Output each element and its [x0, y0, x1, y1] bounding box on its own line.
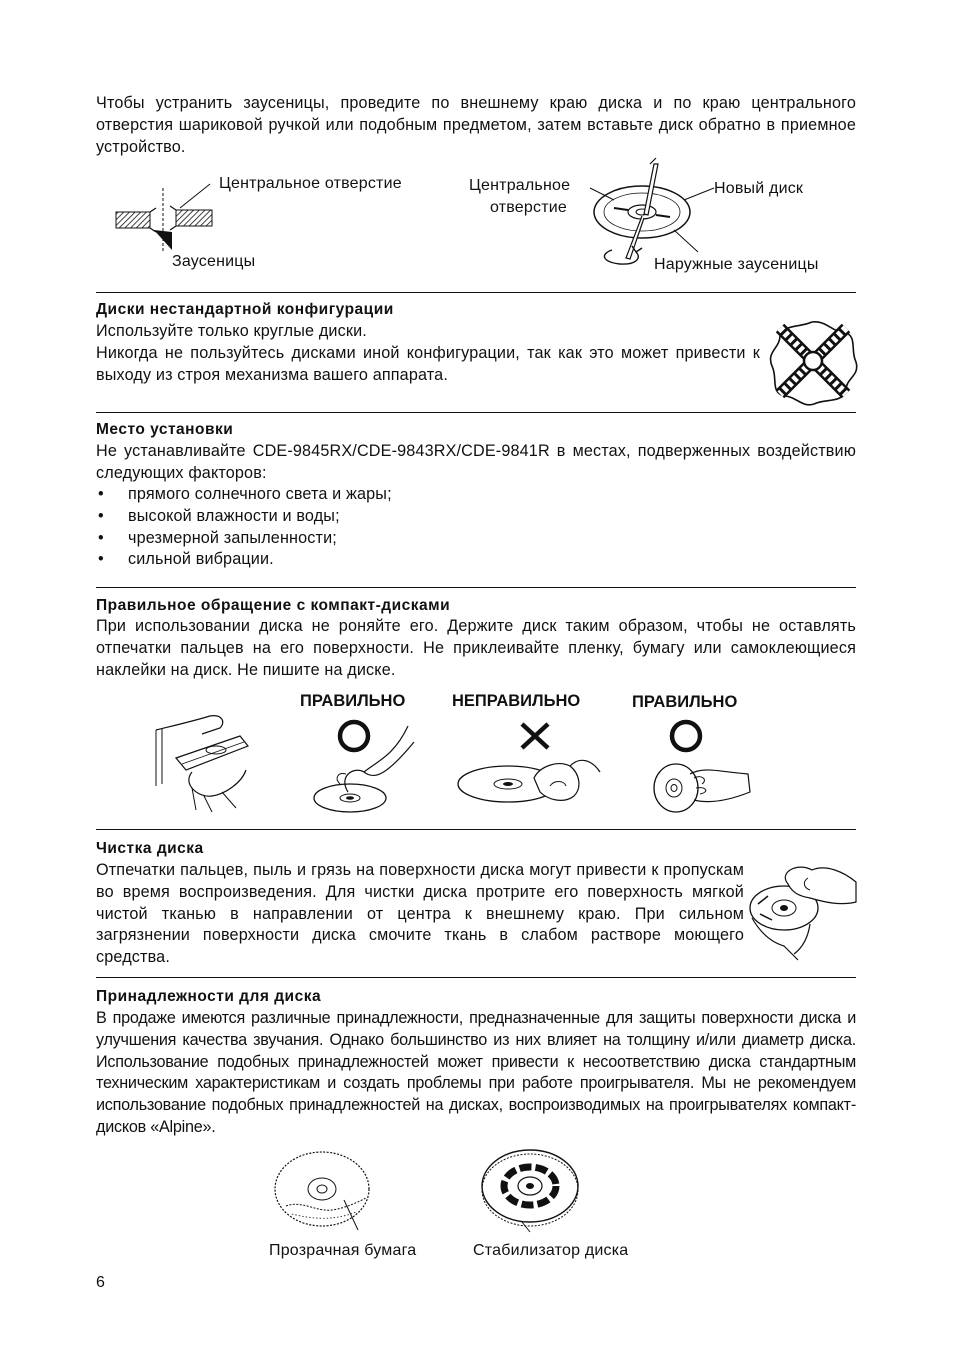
section-divider	[96, 587, 856, 588]
heading-installation-location: Место установки	[96, 421, 234, 438]
heading-disc-cleaning: Чистка диска	[96, 840, 204, 857]
transparent-paper-label: Прозрачная бумага	[269, 1242, 417, 1259]
list-item: • чрезмерной запыленности;	[96, 528, 392, 550]
correct-hold-edges-illustration	[310, 716, 420, 816]
incorrect-touch-surface-illustration	[454, 716, 604, 816]
bullet-symbol: •	[98, 550, 104, 569]
heading-nonstandard-discs: Диски нестандартной конфигурации	[96, 301, 394, 318]
shapes-paragraph: Никогда не пользуйтесь дисками иной конфигурации, так как это может привести к выходу из строя механизма вашего аппарата.	[96, 344, 760, 384]
irregular-disc-prohibited-illustration	[766, 318, 860, 408]
location-bullet-list	[96, 484, 392, 571]
intro-paragraph: Чтобы устранить заусеницы, проведите по внешнему краю диска и по краю центрального отверстия шариковой ручкой или подобным предметом, затем вставьте диск обратно в приемное устройство.	[96, 94, 856, 156]
location-paragraph: Не устанавливайте CDE-9845RX/CDE-9843RX/CDE-9841R в местах, подверженных воздействию следующих факторов:	[96, 442, 856, 482]
new-disc-label: Новый диск	[714, 180, 804, 197]
burrs-label: Заусеницы	[172, 253, 256, 270]
page-number: 6	[96, 1274, 105, 1291]
correct-hold-center-illustration	[650, 716, 760, 816]
disc-stabilizer-label: Стабилизатор диска	[473, 1242, 629, 1259]
bullet-symbol: •	[98, 506, 104, 525]
center-hole-label-line1: Центральное	[469, 177, 571, 194]
list-item: • высокой влажности и воды;	[96, 506, 392, 528]
incorrect-label: НЕПРАВИЛЬНО	[452, 692, 581, 710]
section-divider	[96, 412, 856, 413]
outer-burrs-label: Наружные заусеницы	[654, 256, 819, 273]
section-divider	[96, 292, 856, 293]
bullet-symbol: •	[98, 528, 104, 547]
cleaning-paragraph: Отпечатки пальцев, пыль и грязь на поверхности диска могут привести к пропускам во время воспроизведения. Для чистки диска протрите его поверхность мягкой чистой тканью в направлении от центра к внешнему краю. При сильном загрязнении поверхности диска смочите ткань в слабом растворе моющего средства.	[96, 861, 744, 967]
disc-stabilizer-illustration	[478, 1146, 582, 1232]
disc-cleaning-illustration	[748, 862, 858, 962]
center-hole-label: Центральное отверстие	[219, 175, 402, 192]
shapes-line1: Используйте только круглые диски.	[96, 322, 367, 340]
section-divider	[96, 977, 856, 978]
heading-disc-accessories: Принадлежности для диска	[96, 988, 322, 1005]
accessories-paragraph: В продаже имеются различные принадлежности, предназначенные для защиты поверхности диска и улучшения качества звучания. Однако большинство из них влияет на толщину и/или диаметр диска. Использование подобных принадлежностей может привести к несоответствию диска стандартным техническим характеристикам и создать проблемы при работе проигрывателя. Мы не рекомендуем использование подобных принадлежностей на дисках, воспроизводимых на проигрывателях компакт-дисков «Alpine».	[96, 1009, 856, 1136]
center-hole-label-line2: отверстие	[490, 199, 567, 216]
handling-paragraph: При использовании диска не роняйте его. Держите диск таким образом, чтобы не оставлять отпечатки пальцев на его поверхности. Не приклеивайте пленку, бумагу или самоклеющиеся наклейки на диск. Не пишите на диске.	[96, 617, 856, 679]
bullet-symbol: •	[98, 485, 104, 503]
correct-label: ПРАВИЛЬНО	[632, 693, 738, 711]
transparent-paper-illustration	[272, 1148, 374, 1230]
burr-cross-section-illustration	[110, 180, 220, 260]
heading-cd-handling: Правильное обращение с компакт-дисками	[96, 597, 451, 614]
section-divider	[96, 829, 856, 830]
correct-label: ПРАВИЛЬНО	[300, 692, 406, 710]
disc-case-hand-illustration	[152, 712, 252, 816]
list-item: • прямого солнечного света и жары;	[96, 484, 392, 506]
list-item: • сильной вибрации.	[96, 549, 392, 571]
